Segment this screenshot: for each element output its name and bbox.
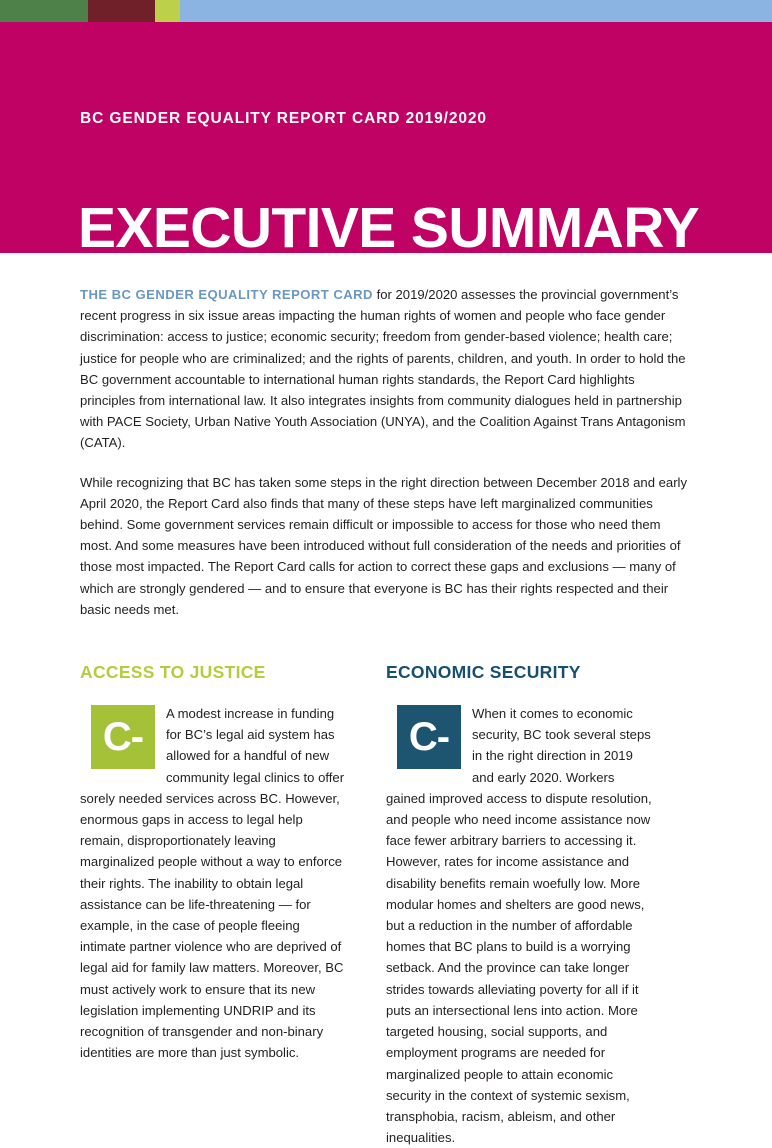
section-heading-access-to-justice: ACCESS TO JUSTICE xyxy=(80,662,266,683)
section-body-economic-security xyxy=(386,703,654,1148)
intro-paragraph-1-text: for 2019/2020 assesses the provincial government’s recent progress in six issue areas impacting the human rights of women and people who face gender discrimination: access to justice; economic security; freedom from gender-based violence; health care; justice for people who are criminalized; and the rights of parents, children, and youth. In order to hold the BC government accountable to international human rights standards, the Report Card highlights principles from international law. It also integrates insights from community dialogues held in partnership with PACE Society, Urban Native Youth Association (UNYA), and the Coalition Against Trans Antagonism (CATA). xyxy=(80,287,686,451)
color-swatch-green xyxy=(0,0,88,22)
section-text-economic-security: When it comes to economic security, BC took several steps in the right direction in 2019 and early 2020. Workers gained improved access to dispute resolution, and people who need income assistance now face fewer arbitrary barriers to accessing it. However, rates for income assistance and disability benefits remain woefully low. More modular homes and shelters are good news, but a reduction in the number of affordable homes that BC plans to build is a worrying setback. And the province can take longer strides towards alleviating poverty for all if it puts an intersectional lens into action. More targeted housing, social supports, and employment programs are needed for marginalized people to attain economic security in the context of systemic sexism, transphobia, racism, ableism, and other inequalities. xyxy=(386,706,652,1146)
intro-paragraph-2: While recognizing that BC has taken some steps in the right direction between December 2018 and early April 2020, the Report Card also finds that many of these steps have left marginalized communities behind. Some government services remain difficult or impossible to access for those who need them most. And some measures have been introduced without full consideration of the needs and priorities of those most impacted. The Report Card calls for action to correct these gaps and exclusions — many of which are strongly gendered — and to ensure that everyone is BC has their rights respected and their basic needs met. xyxy=(80,474,688,617)
grade-badge-economic-security: C- xyxy=(397,705,461,769)
color-swatch-maroon xyxy=(88,0,155,22)
section-heading-economic-security: ECONOMIC SECURITY xyxy=(386,662,581,683)
section-body-access-to-justice xyxy=(80,703,348,1063)
document-body xyxy=(0,253,772,1148)
top-color-bar xyxy=(0,0,772,22)
intro-paragraph-1 xyxy=(80,253,692,454)
intro-lead-in: THE BC GENDER EQUALITY REPORT CARD xyxy=(80,287,373,302)
color-swatch-lime xyxy=(155,0,180,22)
section-economic-security xyxy=(386,662,654,1148)
section-text-access-to-justice: A modest increase in funding for BC’s legal aid system has allowed for a handful of new community legal clinics to offer sorely needed services across BC. However, enormous gaps in access to legal help remain, disproportionately leaving marginalized people without a way to enforce their rights. The inability to obtain legal assistance can be life-threatening — for example, in the case of people fleeing intimate partner violence who are deprived of legal aid for family law matters. Moreover, BC must actively work to ensure that its new legislation implementing UNDRIP and its recognition of transgender and non-binary identities are more than just symbolic. xyxy=(80,706,345,1061)
grade-badge-access-to-justice: C- xyxy=(91,705,155,769)
section-access-to-justice xyxy=(80,662,348,1148)
report-kicker: BC GENDER EQUALITY REPORT CARD 2019/2020 xyxy=(80,110,487,127)
page-title: EXECUTIVE SUMMARY xyxy=(78,196,700,261)
section-columns xyxy=(80,662,692,1148)
masthead xyxy=(0,22,772,261)
color-swatch-blue xyxy=(180,0,772,22)
